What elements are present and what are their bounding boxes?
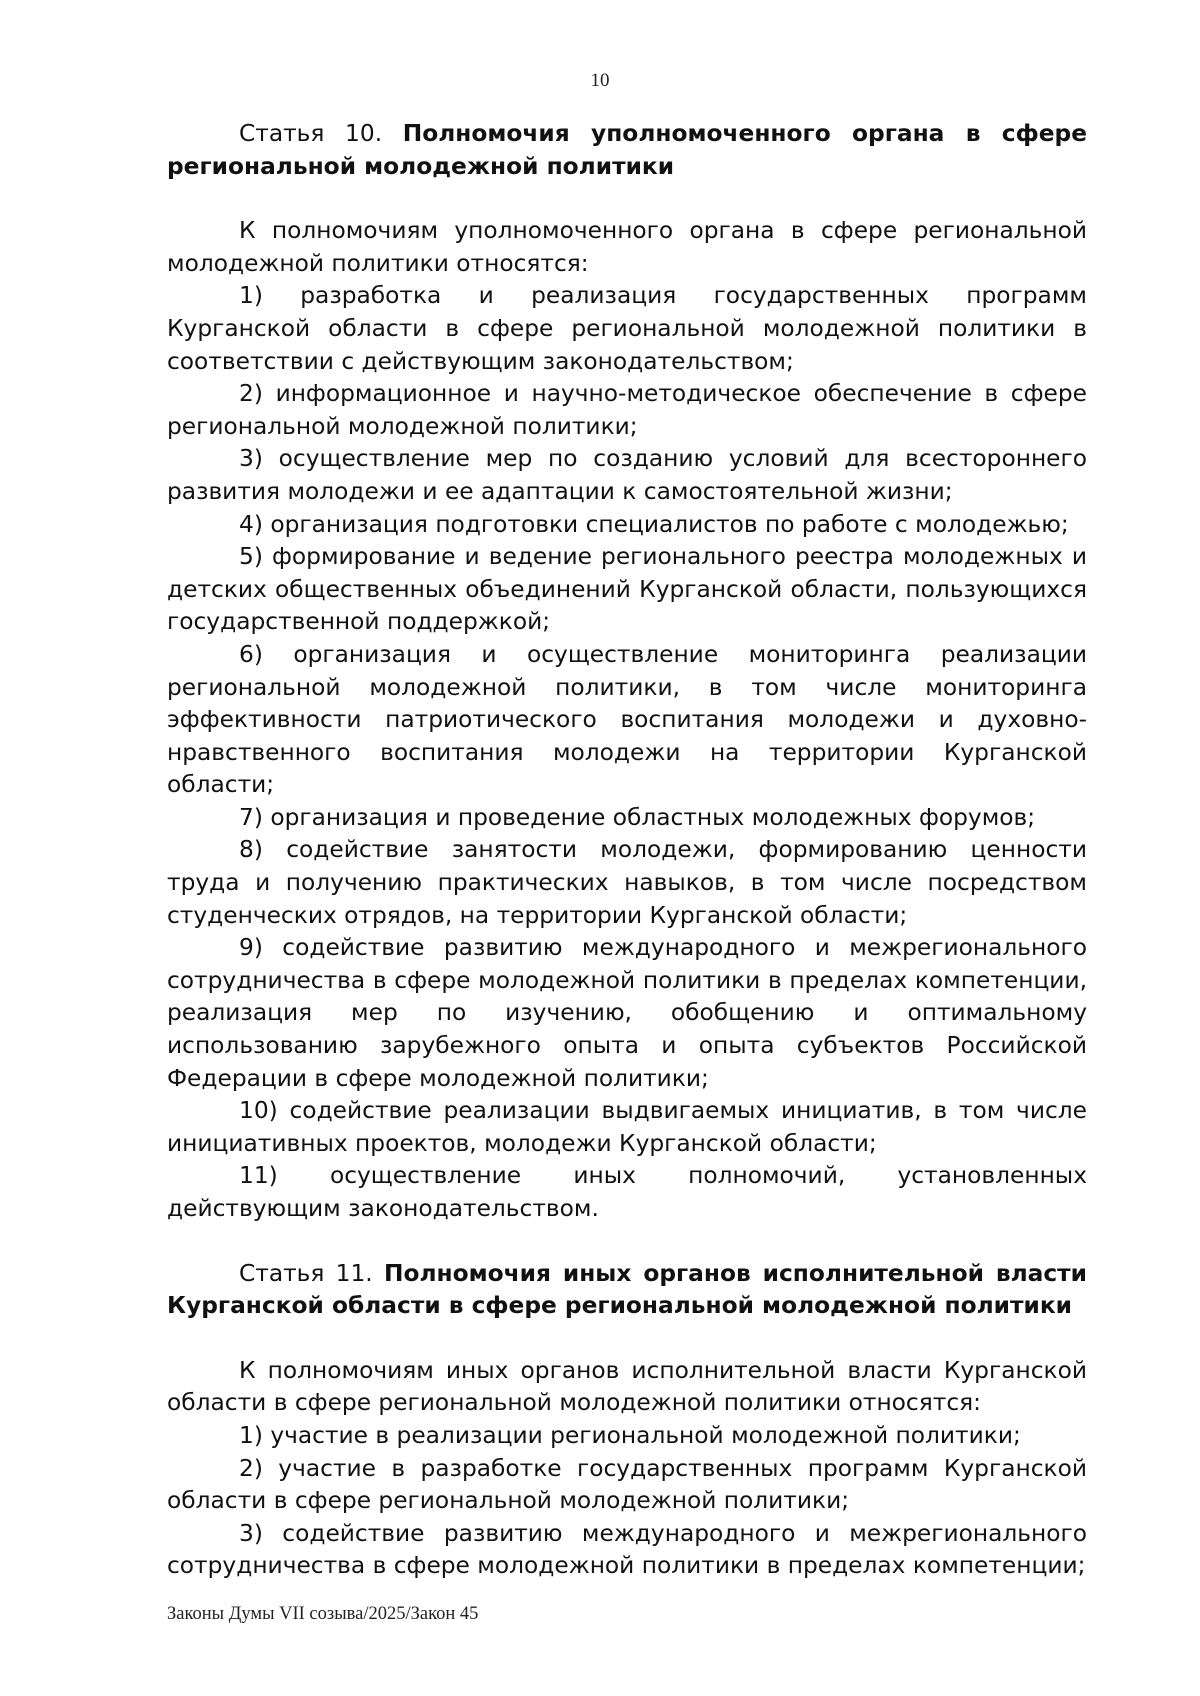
article-10-item: 1) разработка и реализация государственных программ Курганской области в сфере региональной молодежной политики в соответствии с действующим законодательством; [167,282,1087,375]
article-10-prefix: Статья 10. [239,120,383,147]
article-10-item: 3) осуществление мер по созданию условий для всестороннего развития молодежи и ее адаптации к самостоятельной жизни; [167,445,1087,505]
article-10-intro: К полномочиям уполномоченного органа в сфере региональной молодежной политики относятся: [167,217,1087,277]
article-10-item: 8) содействие занятости молодежи, формированию ценности труда и получению практических навыков, в том числе посредством студенческих отрядов, на территории Курганской области; [167,836,1087,929]
article-10-item: 4) организация подготовки специалистов по работе с молодежью; [239,510,1069,538]
article-11-heading [167,1258,1087,1323]
article-11-item: 3) содействие развитию международного и межрегионального сотрудничества в сфере молодежной политики в пределах компетенции; [167,1519,1087,1580]
article-11-title: Полномочия иных органов исполнительной власти Курганской области в сфере региональной молодежной политики [167,1259,1088,1320]
article-10-item: 6) организация и осуществление мониторинга реализации региональной молодежной политики, в том числе мониторинга эффективности патриотического воспитания молодежи и духовно-нравственного воспитания молодежи на территории Курганской области; [167,640,1087,799]
document-footer: Законы Думы VII созыва/2025/Закон 45 [167,1604,479,1624]
article-11-intro: К полномочиям иных органов исполнительной власти Курганской области в сфере региональной молодежной политики относятся: [167,1356,1087,1417]
page-number: 10 [590,70,610,91]
article-10-item: 10) содействие реализации выдвигаемых инициатив, в том числе инициативных проектов, молодежи Курганской области; [167,1097,1087,1157]
article-11-prefix: Статья 11. [239,1259,373,1287]
article-10-title: Полномочия уполномоченного органа в сфере региональной молодежной политики [167,120,1087,180]
article-10-item: 11) осуществление иных полномочий, установленных действующим законодательством. [167,1162,1087,1222]
article-10-heading [167,118,1087,183]
document-body [167,118,1087,1583]
article-10-item: 7) организация и проведение областных молодежных форумов; [239,803,1036,831]
article-10-item: 2) информационное и научно-методическое обеспечение в сфере региональной молодежной политики; [167,380,1087,440]
article-10-item: 9) содействие развитию международного и межрегионального сотрудничества в сфере молодежной политики в пределах компетенции, реализация мер по изучению, обобщению и оптимальному использованию зарубежного опыта и опыта субъектов Российской Федерации в сфере молодежной политики; [167,934,1087,1092]
article-10-item: 5) формирование и ведение регионального реестра молодежных и детских общественных объединений Курганской области, пользующихся государственной поддержкой; [167,543,1087,636]
article-11-item: 1) участие в реализации региональной молодежной политики; [239,1421,1021,1449]
article-11-item: 2) участие в разработке государственных программ Курганской области в сфере региональной молодежной политики; [167,1454,1087,1515]
